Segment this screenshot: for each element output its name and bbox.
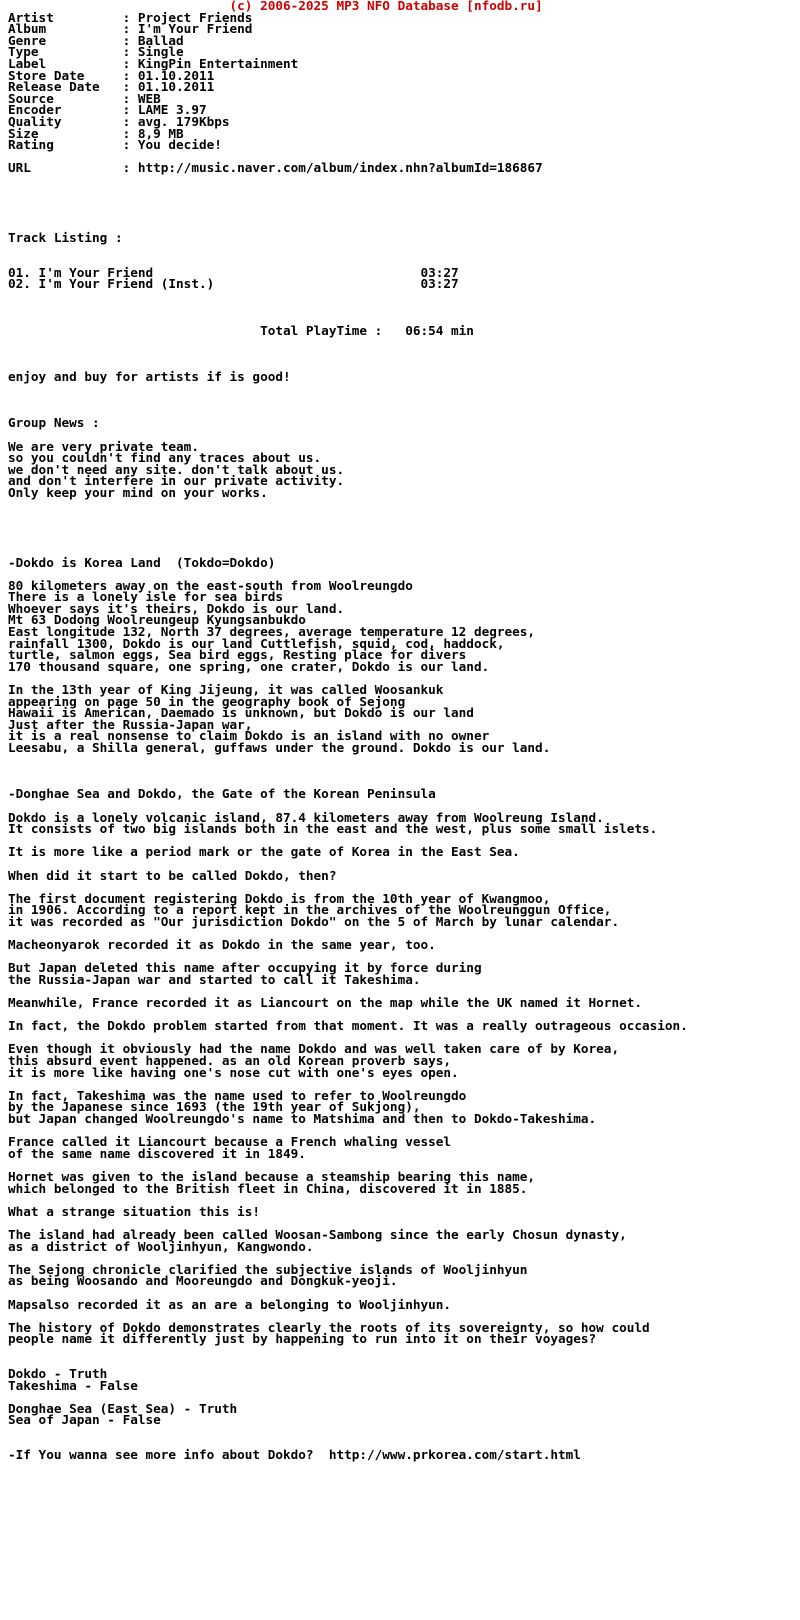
nfo-line: 80 kilometers away on the east-south from Woolreungdo xyxy=(8,577,413,593)
nfo-line: URL : http://music.naver.com/album/index.nhn?albumId=186867 xyxy=(8,160,543,176)
nfo-line: The Sejong chronicle clarified the subjective islands of Wooljinhyun xyxy=(8,1261,528,1277)
nfo-line: the Russia-Japan war and started to call it Takeshima. xyxy=(8,971,421,987)
nfo-line: East longitude 132, North 37 degrees, average temperature 12 degrees, xyxy=(8,624,536,640)
nfo-line: we don't need any site. don't talk about us. xyxy=(8,461,345,477)
nfo-credit-line: (c) 2006-2025 MP3 NFO Database [nfodb.ru] xyxy=(8,0,543,13)
nfo-line: rainfall 1300, Dokdo is our land Cuttlefish, squid, cod, haddock, xyxy=(8,635,505,651)
nfo-line: in 1906. According to a report kept in the archives of the Woolreunggun Office, xyxy=(8,902,612,918)
nfo-line: -If You wanna see more info about Dokdo? http://www.prkorea.com/start.html xyxy=(8,1447,581,1463)
nfo-line: It is more like a period mark or the gate of Korea in the East Sea. xyxy=(8,844,520,860)
nfo-line: Even though it obviously had the name Dokdo and was well taken care of by Korea, xyxy=(8,1041,620,1057)
nfo-line: Leesabu, a Shilla general, guffaws under the ground. Dokdo is our land. xyxy=(8,740,551,755)
nfo-line: which belonged to the British fleet in China, discovered it in 1885. xyxy=(8,1180,528,1196)
nfo-line xyxy=(8,383,688,395)
nfo-line: Type : Single xyxy=(8,44,184,60)
nfo-line: -Donghae Sea and Dokdo, the Gate of the Korean Peninsula xyxy=(8,786,436,802)
nfo-line xyxy=(8,510,688,522)
nfo-line xyxy=(8,209,688,221)
nfo-line xyxy=(8,394,688,406)
nfo-line: Takeshima - False xyxy=(8,1377,138,1393)
nfo-line: Total PlayTime : 06:54 min xyxy=(8,322,474,338)
nfo-line xyxy=(8,186,688,198)
nfo-line: as a district of Wooljinhyun, Kangwondo. xyxy=(8,1238,314,1254)
nfo-line xyxy=(8,301,688,313)
nfo-line: appearing on page 50 in the geography book of Sejong xyxy=(8,693,406,709)
nfo-line: Sea of Japan - False xyxy=(8,1412,161,1428)
nfo-line: Rating : You decide! xyxy=(8,137,222,153)
nfo-line: -Dokdo is Korea Land (Tokdo=Dokdo) xyxy=(8,554,276,570)
nfo-line: What a strange situation this is! xyxy=(8,1203,261,1219)
nfo-line: Hornet was given to the island because a steamship bearing this name, xyxy=(8,1168,536,1184)
nfo-line: Store Date : 01.10.2011 xyxy=(8,67,215,83)
nfo-line: this absurd event happened. as an old Korean proverb says, xyxy=(8,1053,452,1069)
nfo-line xyxy=(8,533,688,545)
nfo-line: 170 thousand square, one spring, one crater, Dokdo is our land. xyxy=(8,658,490,674)
nfo-line: Source : WEB xyxy=(8,90,161,106)
nfo-line xyxy=(8,290,688,302)
nfo-line: Only keep your mind on your works. xyxy=(8,484,268,500)
nfo-line: and don't interfere in our private activity. xyxy=(8,473,345,489)
nfo-line xyxy=(8,348,688,360)
nfo-line: so you couldn't find any traces about us. xyxy=(8,450,322,466)
nfo-line: Donghae Sea (East Sea) - Truth xyxy=(8,1400,238,1416)
nfo-line: Genre : Ballad xyxy=(8,32,184,48)
nfo-line: Release Date : 01.10.2011 xyxy=(8,79,215,95)
nfo-line: Track Listing : xyxy=(8,229,123,245)
nfo-line xyxy=(8,1426,688,1438)
nfo-line: enjoy and buy for artists if is good! xyxy=(8,369,291,384)
nfo-line: But Japan deleted this name after occupying it by force during xyxy=(8,960,482,976)
nfo-line: Album : I'm Your Friend xyxy=(8,21,253,37)
nfo-line: 01. I'm Your Friend 03:27 xyxy=(8,264,459,280)
nfo-line: as being Woosando and Mooreungdo and Dongkuk-yeoji. xyxy=(8,1273,398,1289)
nfo-line: it is more like having one's nose cut with one's eyes open. xyxy=(8,1064,459,1080)
nfo-line xyxy=(8,1356,688,1368)
nfo-line xyxy=(8,522,688,534)
nfo-line: When did it start to be called Dokdo, then? xyxy=(8,867,337,883)
nfo-line xyxy=(8,754,688,766)
nfo-line: The history of Dokdo demonstrates clearly the roots of its sovereignty, so how could xyxy=(8,1319,650,1335)
nfo-line: Artist : Project Friends xyxy=(8,9,253,25)
nfo-line: but Japan changed Woolreungdo's name to Matshima and then to Dokdo-Takeshima. xyxy=(8,1111,597,1126)
nfo-line: turtle, salmon eggs, Sea bird eggs, Resting place for divers xyxy=(8,647,467,663)
nfo-line xyxy=(8,765,688,777)
nfo-line: The first document registering Dokdo is from the 10th year of Kwangmoo, xyxy=(8,890,551,906)
nfo-line: people name it differently just by happening to run into it on their voyages? xyxy=(8,1331,597,1347)
nfo-text xyxy=(8,0,688,1461)
nfo-line xyxy=(8,336,688,348)
nfo-line: 02. I'm Your Friend (Inst.) 03:27 xyxy=(8,276,459,292)
nfo-line: We are very private team. xyxy=(8,438,199,454)
nfo-line: Label : KingPin Entertainment xyxy=(8,55,299,71)
nfo-line: Mapsalso recorded it as an are a belonging to Wooljinhyun. xyxy=(8,1296,452,1312)
nfo-line: It consists of two big islands both in the east and the west, plus some small islets. xyxy=(8,821,658,837)
nfo-line: Size : 8,9 MB xyxy=(8,125,184,141)
nfo-line xyxy=(8,197,688,209)
nfo-line: There is a lonely isle for sea birds xyxy=(8,589,283,605)
nfo-line: of the same name discovered it in 1849. xyxy=(8,1145,306,1161)
nfo-line xyxy=(8,1345,688,1357)
nfo-line: Whoever says it's theirs, Dokdo is our land. xyxy=(8,600,345,616)
nfo-line xyxy=(8,174,688,186)
nfo-line: Dokdo is a lonely volcanic island, 87.4 kilometers away from Woolreung Island. xyxy=(8,809,604,825)
nfo-line: Macheonyarok recorded it as Dokdo in the same year, too. xyxy=(8,937,436,953)
nfo-line: Just after the Russia-Japan war, xyxy=(8,716,253,732)
nfo-line xyxy=(8,499,688,511)
nfo-line: Dokdo - Truth xyxy=(8,1366,108,1382)
nfo-line: In fact, the Dokdo problem started from that moment. It was a really outrageous occasion. xyxy=(8,1018,688,1034)
nfo-line: it is a real nonsense to claim Dokdo is an island with no owner xyxy=(8,728,490,744)
nfo-line: by the Japanese since 1693 (the 19th year of Sukjong), xyxy=(8,1099,421,1115)
nfo-line: Quality : avg. 179Kbps xyxy=(8,113,230,129)
nfo-line: Hawaii is American, Daemado is unknown, but Dokdo is our land xyxy=(8,705,474,721)
nfo-line: Mt 63 Dodong Woolreungeup Kyungsanbukdo xyxy=(8,612,306,628)
nfo-line: France called it Liancourt because a French whaling vessel xyxy=(8,1134,452,1150)
nfo-line: The island had already been called Woosan-Sambong since the early Chosun dynasty, xyxy=(8,1226,627,1242)
nfo-line: it was recorded as "Our jurisdiction Dokdo" on the 5 of March by lunar calendar. xyxy=(8,913,620,929)
nfo-line: Group News : xyxy=(8,415,100,431)
nfo-line: Encoder : LAME 3.97 xyxy=(8,102,207,118)
nfo-line xyxy=(8,243,688,255)
nfo-line xyxy=(8,406,688,418)
nfo-line: In fact, Takeshima was the name used to refer to Woolreungdo xyxy=(8,1087,467,1103)
nfo-line: Meanwhile, France recorded it as Liancourt on the map while the UK named it Hornet. xyxy=(8,995,642,1011)
nfo-line: In the 13th year of King Jijeung, it was called Woosankuk xyxy=(8,682,444,698)
